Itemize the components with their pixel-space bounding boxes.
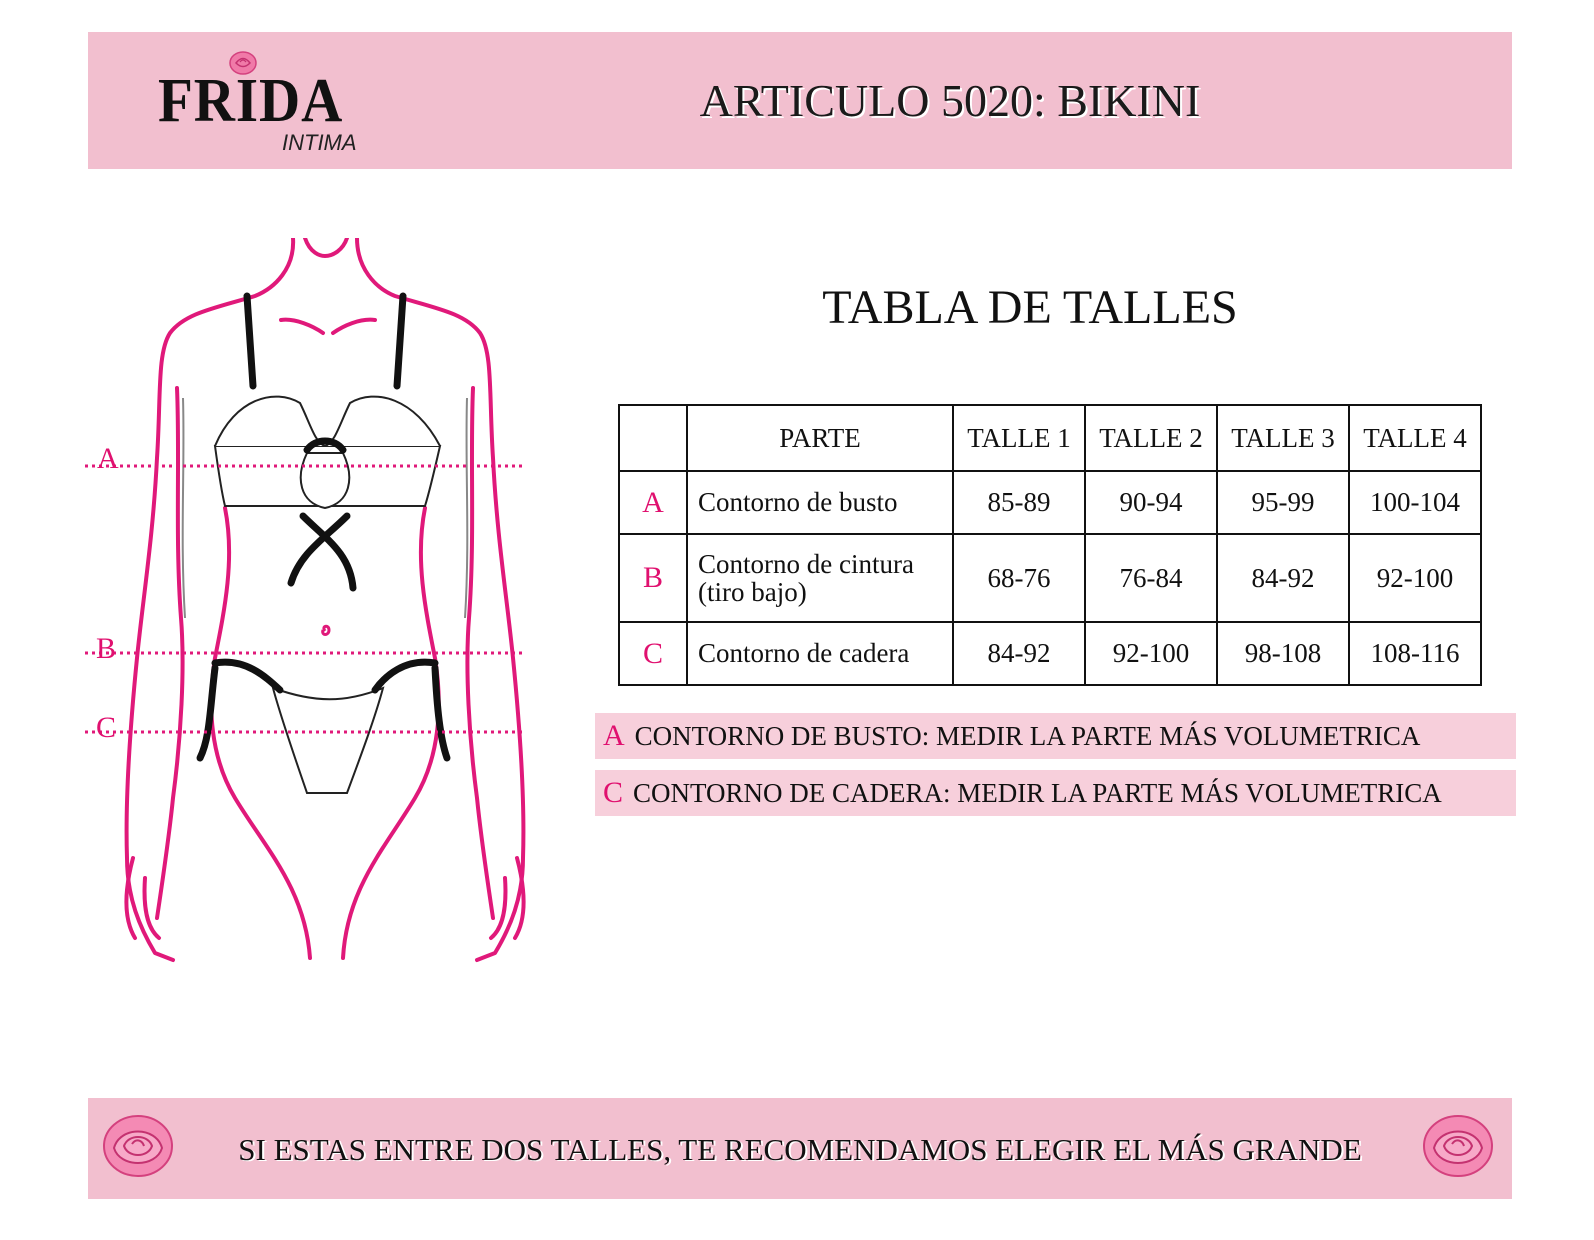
brand-name: FRIDA	[158, 67, 344, 135]
table-header-cell	[619, 405, 687, 471]
row-letter: A	[619, 471, 687, 534]
row-letter: B	[619, 534, 687, 622]
measure-label-a: A	[97, 442, 119, 475]
table-header-row	[619, 405, 1481, 471]
note-letter: C	[603, 776, 624, 809]
note-letter: A	[603, 719, 625, 752]
table-row	[619, 534, 1481, 622]
rose-icon	[100, 1112, 176, 1180]
size-cell: 84-92	[953, 622, 1085, 685]
size-cell: 85-89	[953, 471, 1085, 534]
row-letter: C	[619, 622, 687, 685]
size-table	[618, 404, 1482, 686]
size-cell: 95-99	[1217, 471, 1349, 534]
measure-label-c: C	[96, 711, 117, 744]
table-header-cell: TALLE 3	[1217, 405, 1349, 471]
brand-subtitle: INTIMA	[282, 130, 357, 155]
row-part-line1: Contorno de cintura	[698, 548, 914, 579]
measure-note-bust	[595, 713, 1516, 759]
size-cell: 90-94	[1085, 471, 1217, 534]
size-cell: 68-76	[953, 534, 1085, 622]
size-cell: 100-104	[1349, 471, 1481, 534]
table-header-cell: TALLE 1	[953, 405, 1085, 471]
table-row	[619, 622, 1481, 685]
brand-logo	[158, 50, 368, 160]
size-cell: 92-100	[1349, 534, 1481, 622]
body-figure-illustration	[85, 238, 535, 978]
size-cell: 92-100	[1085, 622, 1217, 685]
row-part: Contorno de cadera	[687, 622, 953, 685]
row-part: Contorno de busto	[687, 471, 953, 534]
size-cell: 108-116	[1349, 622, 1481, 685]
rose-icon	[1420, 1112, 1496, 1180]
table-header-cell: TALLE 2	[1085, 405, 1217, 471]
table-header-cell: TALLE 4	[1349, 405, 1481, 471]
size-cell: 98-108	[1217, 622, 1349, 685]
size-cell: 84-92	[1217, 534, 1349, 622]
row-part-line2: (tiro bajo)	[698, 577, 807, 607]
table-header-cell: PARTE	[687, 405, 953, 471]
table-row	[619, 471, 1481, 534]
size-table-title: TABLA DE TALLES	[822, 281, 1238, 334]
measure-label-b: B	[96, 632, 117, 665]
note-text: CONTORNO DE BUSTO: MEDIR LA PARTE MÁS VOLUMETRICA	[634, 721, 1421, 751]
size-cell: 76-84	[1085, 534, 1217, 622]
footer-recommendation: SI ESTAS ENTRE DOS TALLES, TE RECOMENDAMOS ELEGIR EL MÁS GRANDE	[238, 1132, 1362, 1167]
note-text: CONTORNO DE CADERA: MEDIR LA PARTE MÁS VOLUMETRICA	[633, 778, 1442, 808]
row-part	[687, 534, 953, 622]
article-title: ARTICULO 5020: BIKINI	[699, 75, 1201, 126]
measure-note-hip	[595, 770, 1516, 816]
